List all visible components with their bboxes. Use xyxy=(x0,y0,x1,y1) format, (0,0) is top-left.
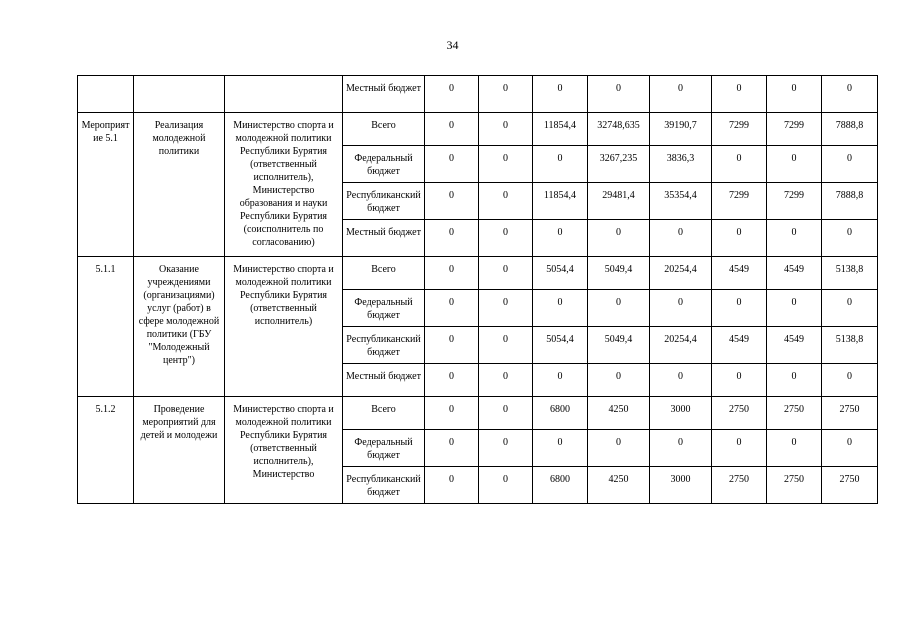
value-cell: 0 xyxy=(588,430,650,467)
value-cell: 0 xyxy=(712,290,767,327)
funding-source-cell: Федеральный бюджет xyxy=(343,146,425,183)
value-cell: 2750 xyxy=(822,397,878,430)
value-cell: 0 xyxy=(479,290,533,327)
value-cell: 0 xyxy=(479,183,533,220)
value-cell: 0 xyxy=(425,257,479,290)
value-cell: 5138,8 xyxy=(822,327,878,364)
value-cell: 4549 xyxy=(712,327,767,364)
value-cell: 4250 xyxy=(588,397,650,430)
page-number: 34 xyxy=(446,38,459,52)
value-cell: 6800 xyxy=(533,467,588,504)
value-cell: 0 xyxy=(767,364,822,397)
value-cell: 0 xyxy=(822,430,878,467)
funding-source-cell: Республиканский бюджет xyxy=(343,183,425,220)
value-cell: 0 xyxy=(533,220,588,257)
value-cell: 0 xyxy=(479,327,533,364)
value-cell: 0 xyxy=(822,220,878,257)
table-row xyxy=(78,397,878,430)
value-cell: 2750 xyxy=(767,467,822,504)
value-cell: 0 xyxy=(479,220,533,257)
value-cell: 0 xyxy=(588,364,650,397)
value-cell: 2750 xyxy=(822,467,878,504)
value-cell: 3836,3 xyxy=(650,146,712,183)
value-cell: 20254,4 xyxy=(650,327,712,364)
value-cell: 0 xyxy=(588,290,650,327)
value-cell: 0 xyxy=(425,113,479,146)
value-cell: 0 xyxy=(425,290,479,327)
value-cell: 7299 xyxy=(712,183,767,220)
activity-name-cell: Реализация молодежной политики xyxy=(134,113,225,257)
activity-code-cell: 5.1.1 xyxy=(78,257,134,397)
value-cell: 0 xyxy=(712,220,767,257)
value-cell: 0 xyxy=(767,76,822,113)
activity-name-cell: Проведение мероприятий для детей и молодежи xyxy=(134,397,225,504)
value-cell: 35354,4 xyxy=(650,183,712,220)
value-cell: 2750 xyxy=(767,397,822,430)
value-cell: 0 xyxy=(479,397,533,430)
value-cell: 0 xyxy=(650,290,712,327)
value-cell: 5054,4 xyxy=(533,257,588,290)
value-cell: 4549 xyxy=(767,257,822,290)
value-cell: 3267,235 xyxy=(588,146,650,183)
activity-code-cell: 5.1.2 xyxy=(78,397,134,504)
funding-source-cell: Всего xyxy=(343,113,425,146)
funding-source-cell: Федеральный бюджет xyxy=(343,430,425,467)
value-cell: 0 xyxy=(479,467,533,504)
value-cell: 5138,8 xyxy=(822,257,878,290)
value-cell: 0 xyxy=(479,76,533,113)
value-cell: 0 xyxy=(425,364,479,397)
value-cell: 5049,4 xyxy=(588,257,650,290)
table-body xyxy=(78,76,878,504)
value-cell: 0 xyxy=(767,220,822,257)
value-cell: 0 xyxy=(767,430,822,467)
value-cell: 5054,4 xyxy=(533,327,588,364)
table-row xyxy=(78,76,878,113)
value-cell: 3000 xyxy=(650,397,712,430)
value-cell: 2750 xyxy=(712,467,767,504)
value-cell: 0 xyxy=(822,364,878,397)
empty-cell xyxy=(225,76,343,113)
value-cell: 11854,4 xyxy=(533,113,588,146)
value-cell: 0 xyxy=(425,183,479,220)
value-cell: 0 xyxy=(533,364,588,397)
value-cell: 0 xyxy=(533,430,588,467)
budget-table xyxy=(77,75,878,504)
funding-source-cell: Местный бюджет xyxy=(343,76,425,113)
value-cell: 0 xyxy=(650,430,712,467)
value-cell: 0 xyxy=(650,220,712,257)
value-cell: 39190,7 xyxy=(650,113,712,146)
executor-cell: Министерство спорта и молодежной политики Республики Бурятия (ответственный исполнитель), Министерство образования и науки Республики Бурятия (соисполнитель по согласованию) xyxy=(225,113,343,257)
value-cell: 3000 xyxy=(650,467,712,504)
value-cell: 0 xyxy=(533,76,588,113)
value-cell: 0 xyxy=(650,76,712,113)
value-cell: 7888,8 xyxy=(822,183,878,220)
value-cell: 0 xyxy=(767,146,822,183)
value-cell: 7299 xyxy=(712,113,767,146)
value-cell: 0 xyxy=(650,364,712,397)
empty-cell xyxy=(78,76,134,113)
value-cell: 0 xyxy=(712,76,767,113)
value-cell: 0 xyxy=(479,257,533,290)
value-cell: 0 xyxy=(822,146,878,183)
value-cell: 0 xyxy=(425,430,479,467)
executor-cell: Министерство спорта и молодежной политики Республики Бурятия (ответственный исполнитель), Министерство xyxy=(225,397,343,504)
value-cell: 20254,4 xyxy=(650,257,712,290)
value-cell: 0 xyxy=(425,397,479,430)
funding-source-cell: Местный бюджет xyxy=(343,220,425,257)
funding-source-cell: Всего xyxy=(343,257,425,290)
value-cell: 6800 xyxy=(533,397,588,430)
value-cell: 0 xyxy=(425,146,479,183)
value-cell: 0 xyxy=(712,146,767,183)
table-row xyxy=(78,113,878,146)
value-cell: 0 xyxy=(712,364,767,397)
value-cell: 0 xyxy=(479,146,533,183)
value-cell: 4549 xyxy=(767,327,822,364)
value-cell: 4549 xyxy=(712,257,767,290)
funding-source-cell: Всего xyxy=(343,397,425,430)
value-cell: 0 xyxy=(479,430,533,467)
value-cell: 5049,4 xyxy=(588,327,650,364)
value-cell: 29481,4 xyxy=(588,183,650,220)
value-cell: 32748,635 xyxy=(588,113,650,146)
executor-cell: Министерство спорта и молодежной политики Республики Бурятия (ответственный исполнитель) xyxy=(225,257,343,397)
funding-source-cell: Местный бюджет xyxy=(343,364,425,397)
value-cell: 0 xyxy=(479,364,533,397)
value-cell: 0 xyxy=(533,290,588,327)
activity-name-cell: Оказание учреждениями (организациями) услуг (работ) в сфере молодежной политики (ГБУ "Молодежный центр") xyxy=(134,257,225,397)
value-cell: 0 xyxy=(479,113,533,146)
funding-source-cell: Республиканский бюджет xyxy=(343,467,425,504)
table-row xyxy=(78,257,878,290)
value-cell: 0 xyxy=(822,290,878,327)
empty-cell xyxy=(134,76,225,113)
value-cell: 11854,4 xyxy=(533,183,588,220)
value-cell: 0 xyxy=(425,467,479,504)
funding-source-cell: Федеральный бюджет xyxy=(343,290,425,327)
value-cell: 0 xyxy=(767,290,822,327)
value-cell: 7888,8 xyxy=(822,113,878,146)
value-cell: 7299 xyxy=(767,113,822,146)
value-cell: 4250 xyxy=(588,467,650,504)
value-cell: 0 xyxy=(425,327,479,364)
value-cell: 0 xyxy=(588,76,650,113)
value-cell: 0 xyxy=(712,430,767,467)
value-cell: 0 xyxy=(588,220,650,257)
funding-source-cell: Республиканский бюджет xyxy=(343,327,425,364)
value-cell: 0 xyxy=(425,220,479,257)
value-cell: 2750 xyxy=(712,397,767,430)
value-cell: 7299 xyxy=(767,183,822,220)
value-cell: 0 xyxy=(425,76,479,113)
activity-code-cell: Мероприятие 5.1 xyxy=(78,113,134,257)
value-cell: 0 xyxy=(822,76,878,113)
value-cell: 0 xyxy=(533,146,588,183)
